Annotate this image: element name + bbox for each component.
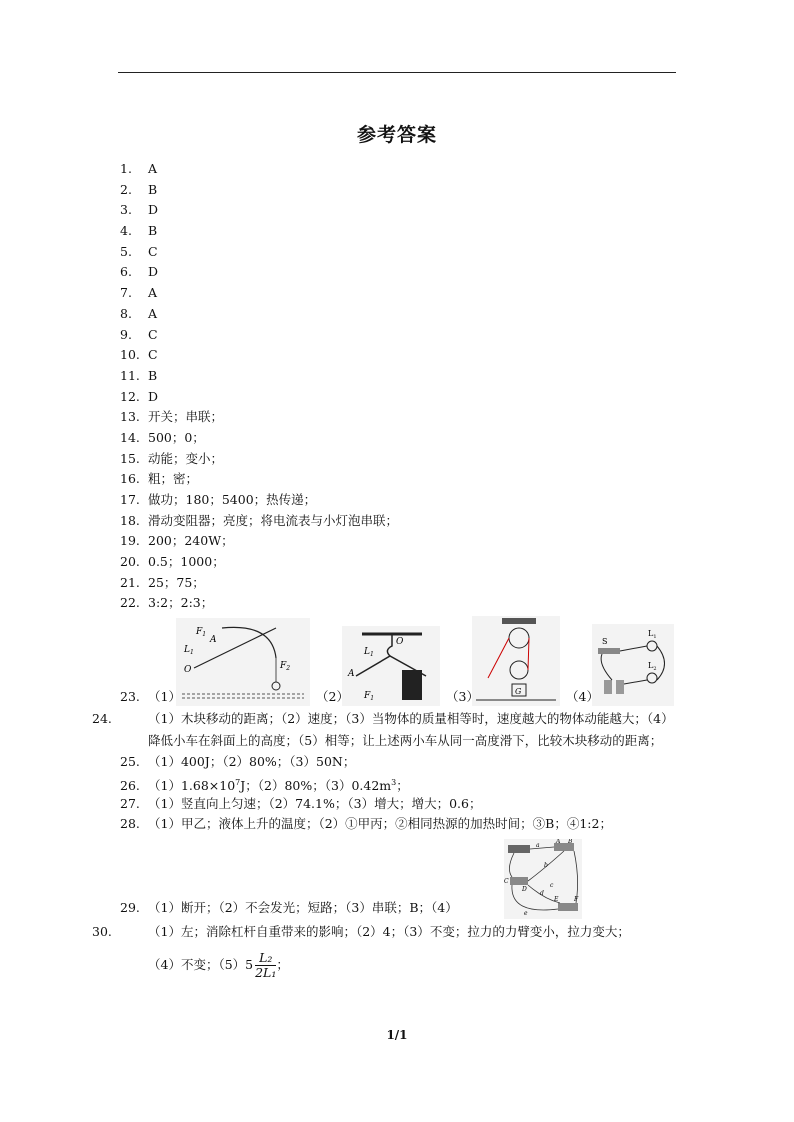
page-title: 参考答案	[356, 124, 437, 146]
hanger-lever-figure	[342, 626, 440, 706]
answer-row	[120, 159, 680, 180]
answer-number: 20.	[120, 554, 140, 570]
answer-text: B	[148, 367, 158, 383]
answer-text: （1）断开；（2）不会发光；短路；（3）串联；B；（4）	[148, 900, 458, 916]
answer-text: $(1)1.68\times 10^7J$；（2）80%；$(3)0.42m^3$；	[148, 777, 409, 793]
answer-text: （1）竖直向上匀速；（2）74.1%；（3）增大；增大；0.6；	[148, 795, 482, 811]
answer-number: 3.	[120, 202, 132, 218]
answer-text: D	[148, 202, 159, 218]
battery-1	[604, 680, 612, 694]
answer-29	[120, 835, 680, 919]
answer-text: 滑动变阻器；亮度；将电流表与小灯泡串联；	[148, 512, 399, 528]
answer-text: 做功；180；5400；热传递；	[148, 492, 317, 507]
answer-text: A	[148, 161, 158, 176]
answer-list	[92, 159, 680, 981]
answer-number: 12.	[120, 388, 140, 404]
wire-c-label: c	[550, 881, 554, 889]
answer-number: 13.	[120, 409, 140, 425]
wire-b-label: b	[544, 861, 548, 869]
answer-row	[120, 387, 680, 408]
header-rule	[118, 72, 676, 73]
answer-text: 开关；串联；	[148, 409, 224, 425]
answer-row	[120, 469, 680, 490]
answer-number: 25.	[120, 754, 140, 770]
answer-text: C	[148, 326, 158, 342]
answer-number: 5.	[120, 243, 132, 259]
answer-number: 21.	[120, 574, 140, 590]
answer-number: 9.	[120, 326, 132, 342]
l1-label: $L_1$	[184, 645, 194, 657]
l1-label: $L_1$	[364, 647, 374, 659]
answer-number: 14.	[120, 429, 140, 445]
wire-e-label: e	[524, 909, 528, 917]
answer-number: 23.	[120, 689, 140, 705]
o-label: O	[184, 665, 192, 676]
answer-text: D	[148, 388, 159, 404]
answer-24	[92, 708, 680, 752]
answer-number: 30.	[92, 923, 112, 939]
lever-fishing-rod-figure	[176, 618, 310, 706]
answer-28	[120, 814, 680, 835]
answer-row	[120, 407, 680, 428]
circuit-figure	[592, 624, 674, 706]
fish-icon	[272, 682, 280, 690]
answer-text: C	[148, 243, 158, 259]
terminal-d-label: D	[522, 885, 527, 893]
answer-row	[120, 428, 680, 449]
rope-pull	[488, 638, 509, 678]
answer-25	[120, 752, 680, 773]
terminal-a-label: A	[556, 838, 561, 845]
answer-row	[120, 325, 680, 346]
answer-number: 8.	[120, 305, 132, 321]
answer-row	[120, 552, 680, 573]
answer-text: 200；240W；	[148, 533, 234, 549]
ceiling	[502, 618, 536, 624]
answer-text: 粗；密；	[148, 471, 199, 487]
answer-text: A	[148, 305, 158, 321]
a-label: A	[348, 669, 355, 680]
cloth	[402, 670, 422, 700]
wire-d-label: d	[540, 889, 544, 897]
answer-number: 1.	[120, 161, 132, 176]
answer-number: 15.	[120, 450, 140, 466]
answer-number: 7.	[120, 285, 132, 301]
fraction-denominator: 2L₁	[255, 964, 277, 980]
pulley-figure	[472, 616, 560, 706]
answer-row	[120, 221, 680, 242]
bulb-cd	[510, 877, 528, 885]
answer-27	[120, 794, 680, 815]
answer-row	[120, 449, 680, 470]
terminal-b-label: B	[568, 838, 573, 845]
bulb-l2	[647, 673, 657, 683]
f1-label: $F_1$	[364, 691, 375, 703]
switch	[598, 648, 620, 654]
g-label: G	[515, 687, 522, 697]
switch-label: S	[602, 637, 608, 647]
wire-a-label: a	[536, 841, 540, 849]
answer-text: 25；75；	[148, 574, 205, 590]
answer-text: （4）不变；（5）5	[148, 956, 254, 972]
answer-number: 19.	[120, 533, 140, 549]
answer-row	[120, 180, 680, 201]
fixed-pulley	[509, 628, 529, 648]
f2-label: $F_2$	[280, 661, 291, 673]
answer-text: C	[148, 347, 158, 363]
answer-row	[120, 511, 680, 532]
answer-row	[120, 304, 680, 325]
answer-text: 动能；变小；	[148, 450, 224, 466]
answer-row	[120, 345, 680, 366]
answer-number: 6.	[120, 264, 132, 280]
fig-label-2: （2）	[316, 689, 349, 705]
answer-number: 27.	[120, 795, 140, 811]
answer-number: 10.	[120, 347, 140, 363]
terminal-f-label: F	[574, 895, 579, 903]
answer-text: 3:2；2:3；	[148, 595, 214, 611]
fraction	[255, 951, 276, 980]
answer-row	[120, 593, 680, 614]
l1-label: $L_1$	[648, 629, 657, 641]
answer-number: 4.	[120, 223, 132, 239]
answer-text: B	[148, 223, 158, 239]
fraction-numerator: L₂	[259, 949, 273, 965]
terminal-c-label: C	[504, 877, 509, 885]
answer-text: D	[148, 264, 159, 280]
answer-row	[120, 490, 680, 511]
page-number: 1/1	[386, 1028, 408, 1042]
simple-answers	[120, 159, 680, 614]
bulb-l1	[647, 641, 657, 651]
answer-text: 0.5；1000；	[148, 554, 225, 570]
bulb-ef	[558, 903, 578, 911]
answer-text-29	[120, 898, 458, 919]
answer-text: 500；0；	[148, 429, 205, 445]
answer-tail: ；	[276, 956, 289, 972]
fig-label-1: （1）	[148, 689, 181, 705]
battery-2	[616, 680, 624, 694]
answer-number: 24.	[92, 711, 112, 727]
answer-number: 28.	[120, 816, 140, 832]
hook	[387, 634, 392, 656]
answer-text: B	[148, 181, 158, 197]
answer-number: 18.	[120, 512, 140, 528]
fig-label-3: （3）	[446, 689, 479, 705]
fig-label-4: （4）	[566, 689, 599, 705]
answer-text: A	[148, 285, 158, 301]
o-label: O	[396, 637, 404, 648]
battery-box	[508, 845, 530, 853]
answer-number: 17.	[120, 492, 140, 507]
circuit-board-figure	[504, 839, 582, 919]
answer-number: 2.	[120, 181, 132, 197]
movable-pulley	[510, 661, 528, 679]
answer-text: （1）木块移动的距离；（2）速度；（3）当物体的质量相等时，速度越大的物体动能越大；（4）降低小车在斜面上的高度；（5）相等；让上述两小车从同一高度滑下，比较木块移动的距离；	[148, 711, 674, 749]
answer-row	[120, 262, 680, 283]
answer-row	[120, 531, 680, 552]
answer-text: （1）甲乙；液体上升的温度；（2）①甲丙；②相同热源的加热时间；③B；④1:2；	[148, 816, 612, 832]
a-label: A	[210, 635, 217, 646]
answer-number: 11.	[120, 367, 140, 383]
answer-number: 29.	[120, 900, 140, 916]
answer-row	[120, 283, 680, 304]
answer-row	[120, 366, 680, 387]
answer-text: （1）400J；（2）80%；（3）50N；	[148, 754, 356, 770]
answer-number: 16.	[120, 471, 140, 487]
answer-row	[120, 573, 680, 594]
answer-text: （1）左；消除杠杆自重带来的影响；（2）4；（3）不变；拉力的力臂变小，拉力变大；	[148, 923, 630, 939]
answer-row	[120, 242, 680, 263]
f1-label: $F_1$	[196, 627, 207, 639]
answer-26	[120, 773, 680, 794]
l2-label: $L_2$	[648, 661, 657, 673]
answer-number: 26.	[120, 777, 140, 793]
rod-line	[194, 628, 276, 668]
answer-30-continued	[120, 949, 680, 981]
answer-30	[92, 921, 680, 943]
answer-23	[120, 614, 680, 708]
terminal-e-label: E	[554, 895, 559, 903]
answer-number: 22.	[120, 595, 140, 611]
answer-row	[120, 200, 680, 221]
